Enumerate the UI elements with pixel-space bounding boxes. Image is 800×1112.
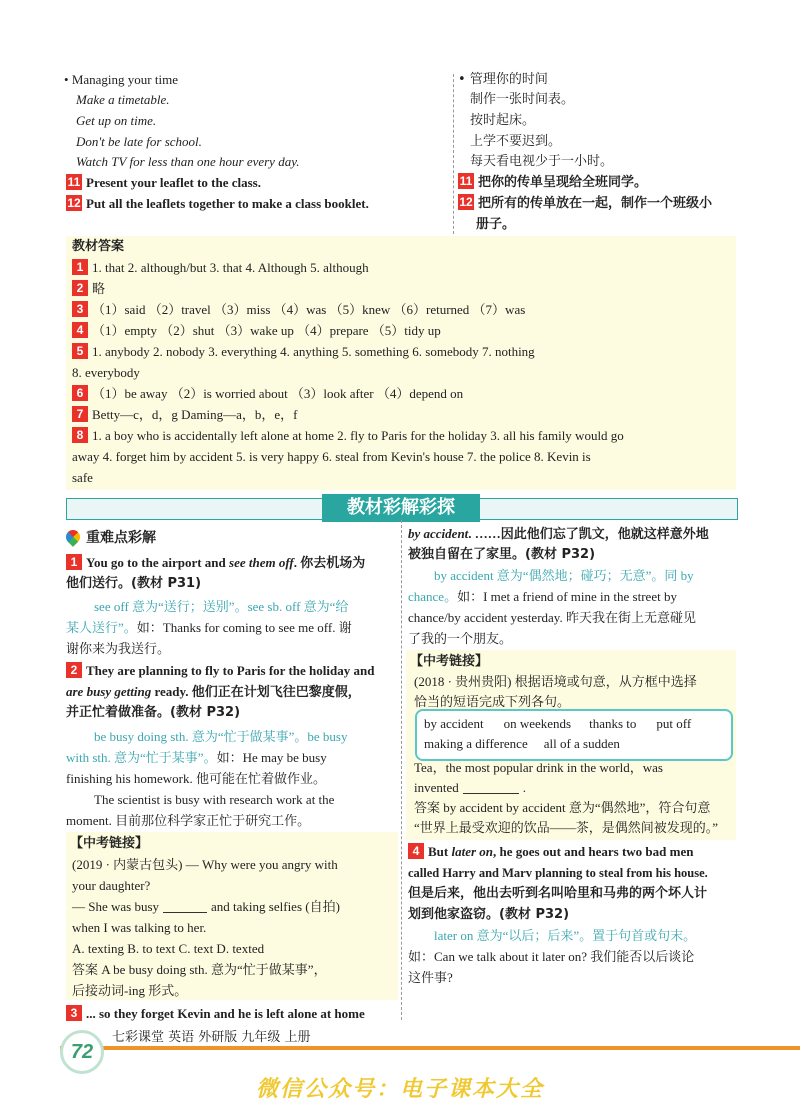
example: 了我的一个朋友。 [408,631,513,646]
item-text: 把所有的传单放在一起，制作一个班级小 [478,196,713,211]
option-phrase: making a difference [424,736,528,751]
number-badge: 2 [72,280,88,296]
exam-text: 恰当的短语完成下列各句。 [414,694,571,709]
text-line: 按时起床。 [470,113,536,128]
number-badge: 3 [66,1005,82,1021]
item-12-cn [458,194,712,214]
location-pin-icon [63,527,83,547]
point-text: 他们送行。(教材 P31) [66,576,202,591]
exam-text: — She was busy [72,899,160,914]
point-text: see them off [229,555,294,570]
point-text: ready. 他们正在计划飞往巴黎度假， [151,684,361,699]
explanation: see off 意为“送行；送别”。see sb. off 意为“给 [94,599,349,614]
point-text: by accident [408,526,469,541]
column-divider [401,520,402,1020]
explanation: with sth. 意为“忙于某事”。 [66,750,217,765]
text-line: 上学不要迟到。 [470,134,562,149]
answer-row [72,405,297,425]
answer-blank [163,912,207,913]
answer-text: （1）be away （2）is worried about （3）look after （4）depend on [92,386,464,401]
heading-text: Managing your time [71,72,178,87]
key-points-title [66,528,156,548]
point-3-continued [408,524,709,544]
book-info: 七彩课堂 英语 外研版 九年级 上册 [112,1030,311,1045]
answer-text: 1. anybody 2. nobody 3. everything 4. anything 5. something 6. somebody 7. nothing [92,344,535,359]
item-text: 册子。 [476,217,516,232]
explanation: be busy doing sth. 意为“忙于做某事”。be busy [94,729,348,744]
answer-text: （1）said （2）travel （3）miss （4）was （5）knew （6）returned （7）was [92,302,526,317]
option-phrase: put off [656,716,692,731]
point-3 [66,1004,365,1024]
example: moment. 目前那位科学家正忙于研究工作。 [66,813,311,828]
explanation-line [408,587,677,607]
exam-options: A. texting B. to text C. text D. texted [72,941,265,956]
point-4 [408,842,693,862]
answer-row-continued: safe [72,470,93,485]
number-badge: 11 [67,175,81,189]
exam-text: Tea，the most popular drink in the world，was [414,760,663,775]
number-badge: 5 [72,343,88,359]
example: 如：I met a friend of mine in the street by [457,589,677,604]
answer-row-continued: 8. everybody [72,365,140,380]
exam-text-line: invented . [414,780,527,795]
item-11 [66,173,261,193]
answer-text: （1）empty （2）shut （3）wake up （4）prepare （5）tidy up [92,323,441,338]
option-phrase: thanks to [589,716,637,731]
answer-row [72,258,369,278]
text-line: Make a timetable. [76,92,170,107]
column-divider [453,74,454,234]
answer-text: 略 [92,281,106,296]
answer-row [72,321,441,341]
answer-row [72,279,105,299]
example: 这件事? [408,970,453,985]
exam-answer: 答案 A be busy doing sth. 意为“忙于做某事”， [72,962,327,977]
answer-text: 1. a boy who is accidentally left alone at home 2. fly to Paris for the holiday 3. all his family would go [92,428,624,443]
point-text: 被独自留在了家里。(教材 P32) [408,547,596,562]
exam-link-title: 【中考链接】 [70,836,149,851]
answer-text: Betty—c，d，g Daming—a，b，e，f [92,407,298,422]
number-badge: 2 [66,662,82,678]
example: The scientist is busy with research work at the [94,792,335,807]
page-number: 72 [60,1030,104,1074]
exam-text: invented [414,780,459,795]
exam-text: (2018 · 贵州贵阳) 根据语境或句意，从方框中选择 [414,674,697,689]
explanation-line [66,748,327,768]
number-badge: 1 [72,259,88,275]
text-line: Watch TV for less than one hour every day. [76,154,300,169]
point-text: , he goes out and hears two bad men [493,844,694,859]
explanation: later on 意为“以后；后来”。置于句首或句末。 [434,928,697,943]
point-text: 并正忙着做准备。(教材 P32) [66,705,241,720]
point-text: are busy getting [66,684,152,699]
point-text: called Harry and Marv planning to steal from his house. [408,866,708,880]
exam-text: (2019 · 内蒙古包头) — Why were you angry with [72,857,338,872]
exam-answer: 后接动词-ing 形式。 [72,983,188,998]
item-text: Put all the leaflets together to make a class booklet. [86,196,369,211]
option-phrase: on weekends [503,716,572,731]
number-badge: 11 [459,174,473,188]
exam-text: when I was talking to her. [72,920,207,935]
exam-answer: “世界上最受欢迎的饮品——茶，是偶然间被发现的。” [414,820,719,835]
number-badge: 6 [72,385,88,401]
heading-text: 管理你的时间 [469,72,548,87]
number-badge: 1 [66,554,82,570]
number-badge: 12 [459,195,473,209]
item-11-cn [458,173,647,193]
exam-link-title: 【中考链接】 [410,654,489,669]
answer-blank [463,793,519,794]
text-line: 每天看电视少于一小时。 [470,154,614,169]
text-line: 制作一张时间表。 [470,92,575,107]
point-1 [66,553,365,573]
number-badge: 4 [408,843,424,859]
options-row [424,734,620,754]
number-badge: 7 [72,406,88,422]
example: 如：He may be busy [216,750,327,765]
answer-row [72,300,525,320]
answer-row [72,342,535,362]
manage-time-heading-cn: • 管理你的时间 [458,72,548,87]
explanation: 某人送行”。 [66,620,137,635]
number-badge: 8 [72,427,88,443]
managing-time-heading: • Managing your time [64,72,178,87]
point-text-line [66,682,361,702]
explanation: by accident 意为“偶然地；碰巧；无意”。同 by [434,568,694,583]
answer-text: 1. that 2. although/but 3. that 4. Although 5. although [92,260,369,275]
exam-text-line [72,897,340,917]
options-row [424,714,691,734]
explanation-line [66,618,352,638]
example: 如：Can we talk about it later on? 我们能否以后谈论 [408,949,695,964]
example: 如：Thanks for coming to see me off. 谢 [136,620,352,635]
number-badge: 4 [72,322,88,338]
item-text: 把你的传单呈现给全班同学。 [478,175,648,190]
number-badge: 12 [67,196,81,210]
point-2 [66,661,374,681]
option-phrase: by accident [424,716,484,731]
text-line: Get up on time. [76,113,157,128]
example: chance/by accident yesterday. 昨天我在街上无意碰见 [408,610,696,625]
answer-row-continued: away 4. forget him by accident 5. is very happy 6. steal from Kevin's house 7. the police 8. Kevin is [72,449,591,464]
point-text: . 你去机场为 [293,555,366,570]
example: finishing his homework. 他可能在忙着做作业。 [66,771,326,786]
point-text: later on [451,844,494,859]
exam-text: and taking selfies (自拍) [211,899,340,914]
exam-text: your daughter? [72,878,151,893]
watermark: 微信公众号：电子课本大全 [255,1077,544,1102]
point-text: ... so they forget Kevin and he is left alone at home [86,1006,365,1021]
answer-row [72,384,463,404]
point-text: But [428,844,452,859]
section-banner: 教材彩解彩探 [322,494,480,522]
answers-title: 教材答案 [72,239,125,254]
exam-answer: 答案 by accident by accident 意为“偶然地”，符合句意 [414,800,711,815]
point-text: You go to the airport and [86,555,230,570]
point-text: 划到他家盗窃。(教材 P32) [408,907,570,922]
point-text: . ……因此他们忘了凯文，他就这样意外地 [468,526,709,541]
item-text: Present your leaflet to the class. [86,175,261,190]
point-text: 但是后来，他出去听到名叫哈里和马弗的两个坏人计 [408,886,708,901]
option-phrase: all of a sudden [543,736,620,751]
example: 谢你来为我送行。 [66,641,171,656]
point-text: They are planning to fly to Paris for the holiday and [86,663,375,678]
number-badge: 3 [72,301,88,317]
item-12 [66,194,369,214]
title-text: 重难点彩解 [86,530,156,546]
answer-row [72,426,624,446]
text-line: Don't be late for school. [76,134,202,149]
explanation: chance。 [408,589,458,604]
